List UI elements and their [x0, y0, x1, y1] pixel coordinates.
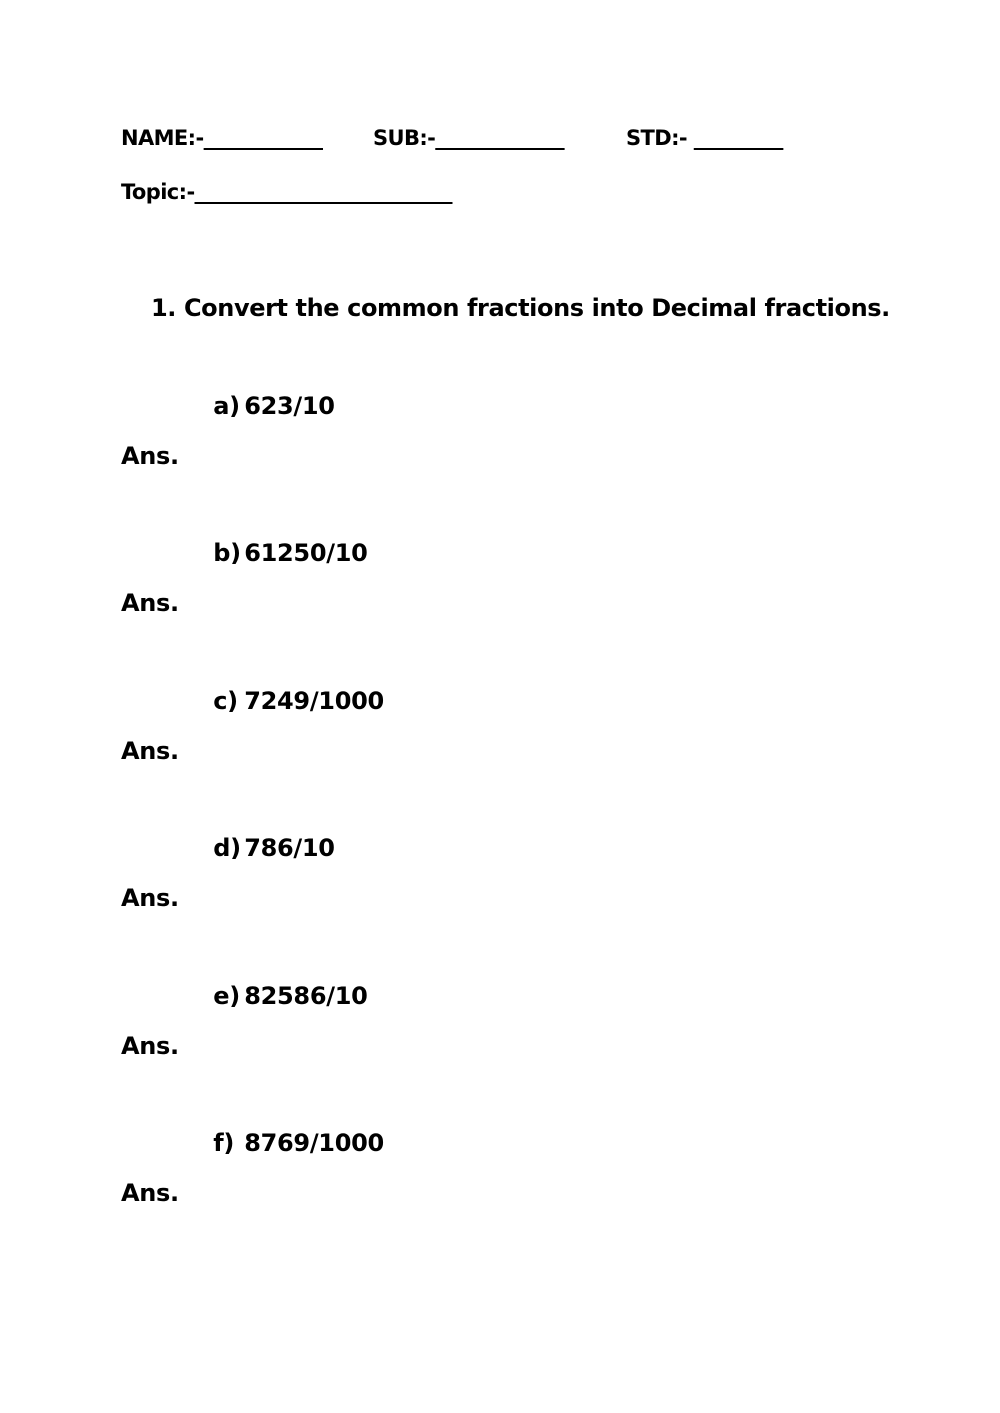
item-label: f) — [213, 1129, 235, 1157]
question-item — [181, 517, 368, 589]
item-fraction: 82586/10 — [244, 982, 368, 1010]
question-item — [181, 665, 384, 737]
answer-label: Ans. — [121, 1179, 179, 1207]
item-label: d) — [213, 834, 241, 862]
item-fraction: 623/10 — [244, 392, 335, 420]
standard-field: STD:- _________ — [626, 126, 783, 150]
question-item — [181, 812, 335, 884]
question-item — [181, 960, 368, 1032]
answer-label: Ans. — [121, 1032, 179, 1060]
question-item — [181, 370, 335, 442]
answer-label: Ans. — [121, 884, 179, 912]
name-field: NAME:-____________ — [121, 126, 323, 150]
item-fraction: 786/10 — [244, 834, 335, 862]
item-fraction: 8769/1000 — [244, 1129, 384, 1157]
topic-field: Topic:-__________________________ — [121, 180, 452, 204]
item-label: e) — [213, 982, 240, 1010]
item-label: c) — [213, 687, 238, 715]
item-label: b) — [213, 539, 241, 567]
answer-label: Ans. — [121, 737, 179, 765]
item-label: a) — [213, 392, 240, 420]
answer-label: Ans. — [121, 442, 179, 470]
question-title: 1. Convert the common fractions into Decimal fractions. — [151, 294, 890, 322]
item-fraction: 61250/10 — [244, 539, 368, 567]
subject-field: SUB:-_____________ — [373, 126, 564, 150]
answer-label: Ans. — [121, 589, 179, 617]
question-item — [181, 1107, 384, 1179]
item-fraction: 7249/1000 — [244, 687, 384, 715]
